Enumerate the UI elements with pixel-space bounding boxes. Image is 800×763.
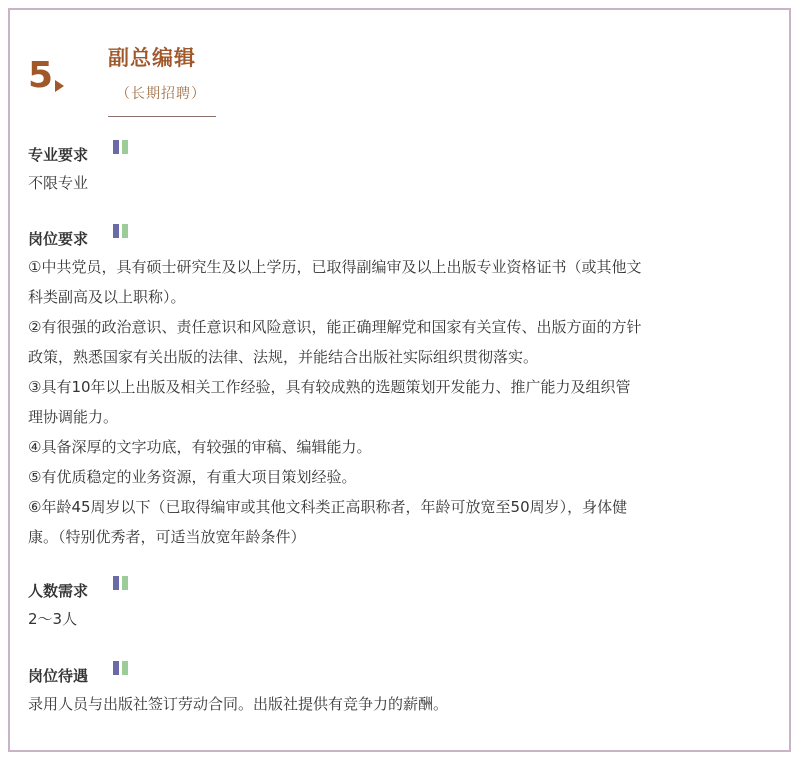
requirement-line: ①中共党员，具有硕士研究生及以上学历，已取得副编审及以上出版专业资格证书（或其他文	[28, 258, 642, 276]
job-number: 5	[28, 55, 54, 96]
bar-deco-icon	[113, 661, 131, 675]
section-major-head	[28, 144, 768, 168]
triangle-arrow-icon	[55, 80, 64, 92]
requirement-line: ④具备深厚的文字功底，有较强的审稿、编辑能力。	[28, 438, 372, 456]
section-benefits-title: 岗位待遇	[28, 667, 89, 685]
job-header	[28, 40, 268, 120]
requirement-line: ②有很强的政治意识、责任意识和风险意识，能正确理解党和国家有关宣传、出版方面的方针	[28, 318, 642, 336]
title-divider	[108, 116, 216, 117]
requirement-line: ⑤有优质稳定的业务资源，有重大项目策划经验。	[28, 468, 357, 486]
requirement-line: ⑥年龄45周岁以下（已取得编审或其他文科类正高职称者，年龄可放宽至50周岁），身体健	[28, 498, 628, 516]
section-position-title: 岗位要求	[28, 230, 89, 248]
requirement-line: 理协调能力。	[28, 408, 119, 426]
section-headcount-head	[28, 580, 768, 604]
bar-deco-icon	[113, 224, 131, 238]
section-headcount-title: 人数需求	[28, 582, 89, 600]
requirement-list	[28, 252, 768, 552]
section-major-text: 不限专业	[28, 174, 89, 192]
requirement-line: 康。（特别优秀者，可适当放宽年龄条件）	[28, 528, 306, 546]
section-position-head	[28, 228, 768, 252]
job-subtitle: （长期招聘）	[116, 86, 206, 102]
section-position	[28, 228, 768, 552]
section-benefits-text: 录用人员与出版社签订劳动合同。出版社提供有竞争力的薪酬。	[28, 695, 449, 713]
job-title: 副总编辑	[108, 46, 196, 70]
section-major	[28, 144, 768, 198]
section-benefits-head	[28, 665, 768, 689]
section-headcount	[28, 580, 768, 634]
section-major-title: 专业要求	[28, 146, 89, 164]
bar-deco-icon	[113, 140, 131, 154]
requirement-line: 科类副高及以上职称）。	[28, 288, 186, 306]
requirement-line: ③具有10年以上出版及相关工作经验，具有较成熟的选题策划开发能力、推广能力及组织管	[28, 378, 631, 396]
requirement-line: 政策，熟悉国家有关出版的法律、法规，并能结合出版社实际组织贯彻落实。	[28, 348, 539, 366]
section-benefits	[28, 665, 768, 719]
section-headcount-text: 2～3人	[28, 610, 78, 628]
bar-deco-icon	[113, 576, 131, 590]
